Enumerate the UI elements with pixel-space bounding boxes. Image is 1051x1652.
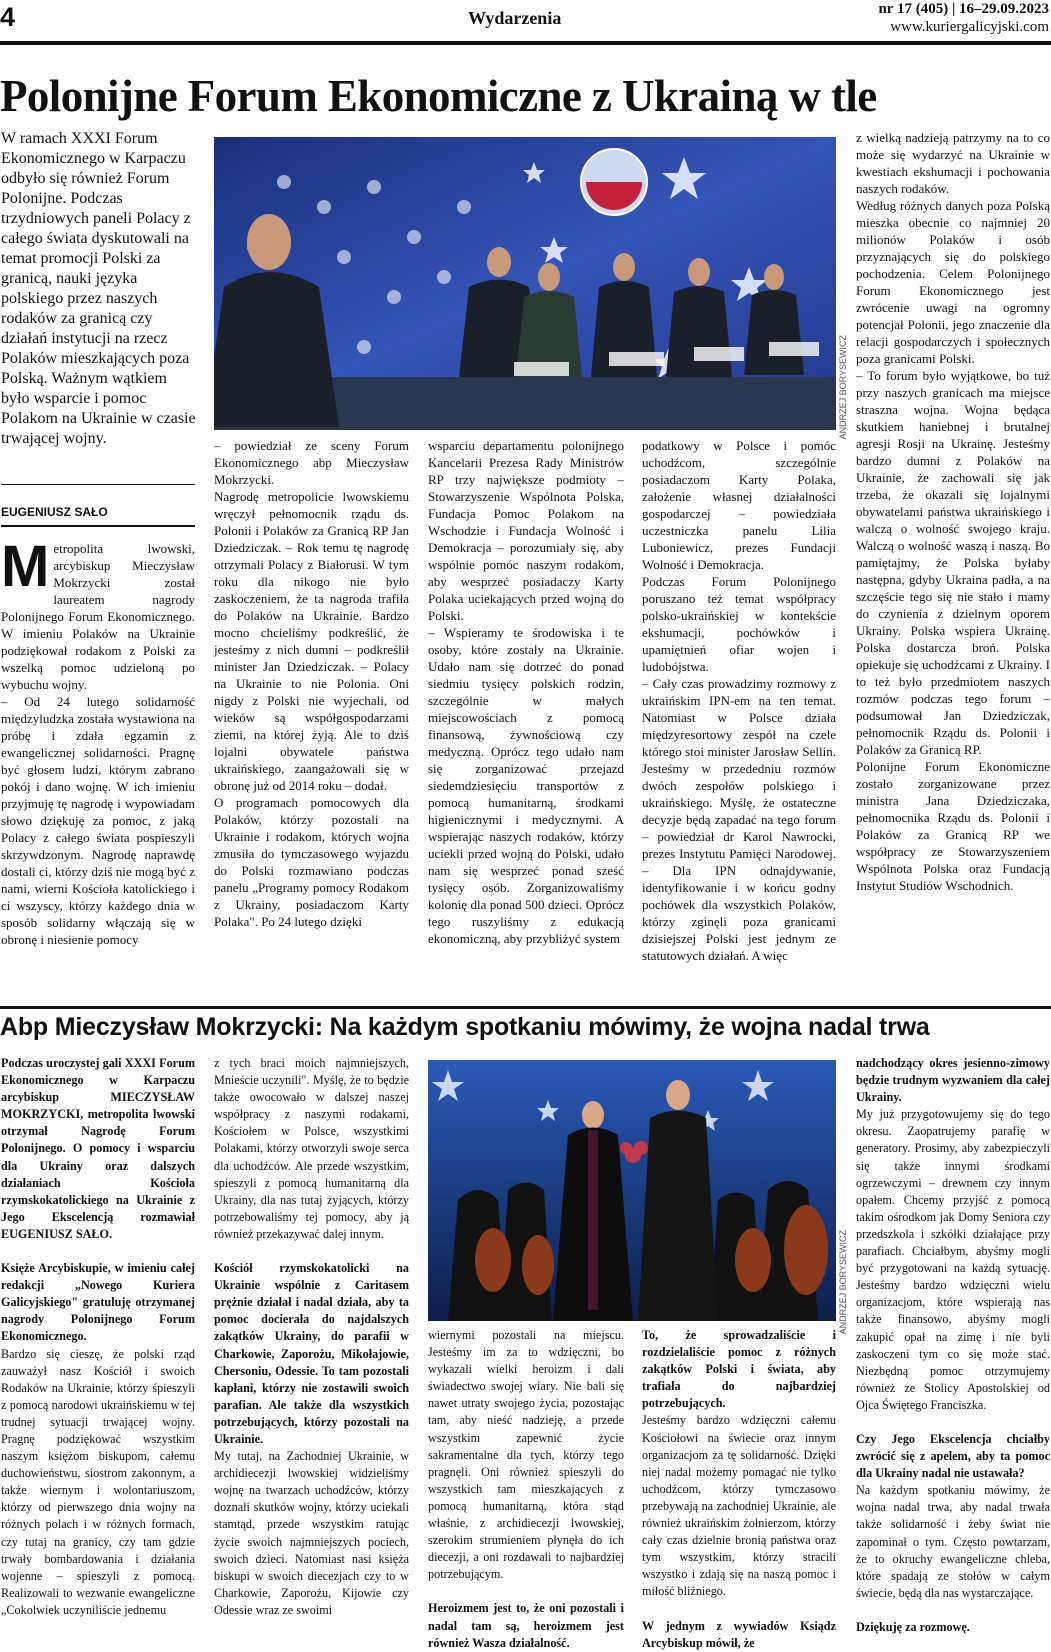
interview-title: Abp Mieczysław Mokrzycki: Na każdym spotkaniu mówimy, że wojna nadal trwa xyxy=(0,1013,930,1041)
interview-closing: Dziękuję za rozmowę. xyxy=(856,1619,970,1634)
award-ceremony-photo xyxy=(428,1060,836,1321)
interview-question-6: Czy Jego Ekscelencja chciałby zwrócić się z apelem, aby ta pomoc dla Ukrainy nadal nie ustawała? xyxy=(856,1431,1050,1481)
article-column-1 xyxy=(1,534,195,948)
interview-question-4: To, że sprowadzaliście i rozdzielaliście pomoc z różnych zakątków Polski i świata, aby trafiała do najbardziej potrzebujących. xyxy=(642,1328,836,1411)
article-column-3: wsparciu departamentu polonijnego Kancelarii Prezesa Rady Ministrów RP trzy największe podmioty – Stowarzyszenie Wspólnota Polska, Fundacja Pomoc Polakom na Wschodzie i Fundacja Wolność i Demokracja – porozumiały się, aby wspólnie pomóc naszym rodakom, aby wesprzeć posiadaczy Karty Polaka uciekających przed wojną do Polski. – Wspieramy te środowiska i te osoby, które zostały na Ukrainie. Udało nam się dotrzeć do ponad siedmiu tysięcy polskich rodzin, szczególnie w małych miejscowościach z pomocą finansową, żywnościową czy medyczną. Oprócz tego udało nam się zorganizować przejazd siedemdziesięciu transportów z pomocą humanitarną, środkami higienicznymi i medycznymi. A wspierając naszych rodaków, którzy uciekli przed wojną do Polski, udało nam się wesprzeć ponad sześć tysięcy osób. Zorganizowaliśmy kolonię dla ponad 500 dzieci. Oprócz tego ruszyliśmy z edukacją ekonomiczną, aby przybliżyć system xyxy=(428,438,624,946)
website-link[interactable]: www.kuriergalicyjski.com xyxy=(890,19,1049,35)
interview-question-2: Kościół rzymskokatolicki na Ukrainie wspólnie z Caritasem prężnie działał i nadal działa, aby ta pomoc docierała do najdalszych zakątków Ukrainy, do parafii w Charkowie, Zaporożu, Mikołajowie, Chersoniu, Odessie. To tam pozostali kapłani, którzy nie zostawili swoich parafian. Ale także dla wszystkich potrzebujących, którzy pozostali na Ukrainie. xyxy=(214,1261,409,1446)
article-column-2: – powiedział ze sceny Forum Ekonomicznego abp Mieczysław Mokrzycki. Nagrodę metropolicie lwowskiemu wręczył pełnomocnik rządu ds. Polonii i Polaków za Granicą RP Jan Dziedziczak. – Rok temu tę nagrodę otrzymali Polacy z Białorusi. W tym roku dla nikogo nie było zaskoczeniem, że ta nagroda trafiła do Polaków na Ukrainie. Bardzo mocno chcieliśmy podkreślić, że jesteśmy z nich dumni – podkreślił minister Jan Dziedziczak. – Polacy na Ukrainie to nie Polonia. Oni nigdy z Polski nie wyjechali, od wieków są współgospodarzami ziemi, na której żyją. Ale to dziś lojalni obywatele państwa ukraińskiego, zaangażowali się w obronę już od 2014 roku – dodał. O programach pomocowych dla Polaków, którzy pozostali na Ukrainie i rodakom, których wojna zmusiła do tymczasowego wyjazdu do Polski rozmawiano podczas panelu „Programy pomocy Rodakom z Ukrainy, posiadaczom Karty Polaka". Po 24 lutego dzięki xyxy=(214,438,409,929)
interview-text: wiernymi pozostali na miejscu. Jesteśmy im za to wdzięczni, bo wykazali wielki heroizm i dali świadectwo swojej wiary. Nie bali się nawet utraty swojego życia, pozostając tam, aby nieść nadzieję, a przede wszystkim zapewnić życie sakramentalne dla tych, którzy tego pragnęli. Oni również spieszyli do wszystkich tam mieszkających z pomocą humanitarną, która stąd właśnie, z archidiecezji lwowskiej, szerokim strumieniem płynęła do ich diecezji, a oni rozdawali to najbardziej potrzebującym. xyxy=(428,1328,624,1582)
drop-cap: M xyxy=(1,534,50,599)
interview-answer-1: Bardzo się cieszę, że polski rząd zauważył nasz Kościół i swoich Rodaków na Ukrainie, którzy śpieszyli z pomocą narodowi ukraińskiemu w tej trudnej sytuacji trwającej wojny. Pragnę podziękować wszystkim naszym księżom biskupom, całemu duchowieństwu, siostrom zakonnym, a także wiernym i wolontariuszom, którzy od pierwszego dnia wojny na różnych polach i w różnych formach, czy tutaj na granicy, czy tam gdzie trwały bombardowania i działania wojenne – spieszyli z pomocą. Realizowali to wezwanie ewangeliczne „Cokolwiek uczyniliście jednemu xyxy=(1,1346,195,1617)
article-title: Polonijne Forum Ekonomiczne z Ukrainą w tle xyxy=(0,71,877,121)
issue-info: nr 17 (405) | 16–29.09.2023 xyxy=(878,1,1049,17)
section-name: Wydarzenia xyxy=(468,8,562,28)
award-ceremony-image xyxy=(428,1060,836,1321)
photo-credit-2: ANDRZEJ BORYSEWICZ xyxy=(838,1230,848,1335)
interview-column-4 xyxy=(642,1327,836,1652)
interview-answer-2: My tutaj, na Zachodniej Ukrainie, w archidiecezji lwowskiej widzieliśmy wojnę na twarzach uchodźców, którzy doznali skutków wojny, którzy uciekali stamtąd, przede wszystkim ratując życie swoich najmniejszych pociech, swoich dzieci. Natomiast nasi księża biskupi w swoich diecezjach czy to w Charkowie, Zaporożu, Kijowie czy Odessie wraz ze swoimi xyxy=(214,1449,409,1617)
byline-rule xyxy=(1,484,195,485)
byline: EUGENIUSZ SAŁO xyxy=(1,505,108,519)
forum-panel-image xyxy=(214,137,836,430)
interview-text: z tych braci moich najmniejszych, Mnieście uczynili". Myślę, że to będzie także owocowało w dalszej naszej współpracy z naszymi rodakami, Kościołem w Polsce, wszystkimi Polakami, którzy otworzyli swoje serca dla uchodźców. Ale przede wszystkim, spieszyli z pomocą humanitarną dla Ukrainy, dla nas tutaj żyjących, którzy potrzebowaliśmy tej pomocy, aby ją również przekazywać dalej innym. xyxy=(214,1056,409,1241)
interview-question-3: Heroizmem jest to, że oni pozostali i nadal tam są, heroizmem jest również Wasza działalność. xyxy=(428,1601,624,1650)
page-number: 4 xyxy=(0,2,16,32)
interview-lead: Podczas uroczystej gali XXXI Forum Ekonomicznego w Karpaczu arcybiskup MIECZYSŁAW MOKRZYCKI, metropolita lwowski otrzymał Nagrodę Forum Polonijnego. O pomocy i wsparciu dla Ukrainy oraz dalszych działaniach Kościoła rzymskokatolickiego na Ukrainie z Jego Ekscelencją rozmawiał EUGENIUSZ SAŁO. xyxy=(1,1056,195,1241)
interview-answer-6: Na każdym spotkaniu mówimy, że wojna nadal trwa, aby nadal trwała także solidarność i żeby świat nie zapominał o tym. Często powtarzam, że to okruchy ewangeliczne chleba, które spadają ze stołów w całym świecie, będą dla nas wystarczające. xyxy=(856,1483,1050,1600)
interview-answer-4: Jesteśmy bardzo wdzięczni całemu Kościołowi na świecie oraz innym organizacjom za tę solidarność. Dzięki niej nadal możemy pomagać nie tylko uchodźcom, którzy tymczasowo przebywają na zachodniej Ukrainie, ale również ukraińskim żołnierzom, którzy cały czas dzielnie bronią państwa oraz tym wszystkim, którzy stracili wszystko i zdają się na naszą pomoc i miłość bliźniego. xyxy=(642,1413,836,1599)
article-column-4: podatkowy w Polsce i pomóc uchodźcom, szczególnie posiadaczom Karty Polaka, założenie własnej działalności gospodarczej – powiedziała uczestniczka panelu Lilia Luboniewicz, prezes Fundacji Wolność i Demokracja. Podczas Forum Polonijnego poruszano też temat współpracy polsko-ukraińskiej w kontekście ekshumacji, pochówków i upamiętnień ofiar wojen i ludobójstwa. – Cały czas prowadzimy rozmowy z ukraińskim IPN-em na ten temat. Natomiast w Polsce działa międzyresortowy zespół na czele którego stoi minister Jarosław Sellin. Jesteśmy w przededniu rozmów dwóch zespołów polskiego i ukraińskiego. Myślę, że ostateczne decyzje będą zapadać na tego forum – powiedział dr Karol Nawrocki, prezes Instytutu Pamięci Narodowej. – Dla IPN odnajdywanie, identyfikowanie i w końcu godny pochówek dla wszystkich Polaków, którzy zginęli poza granicami dzisiejszej Polski jest jednym ze statutowych działań. A więc xyxy=(642,438,836,963)
byline-rule-bottom xyxy=(1,525,195,527)
interview-column-3 xyxy=(428,1327,624,1652)
interview-question-5: W jednym z wywiadów Ksiądz Arcybiskup mówił, że xyxy=(642,1618,836,1650)
interview-column-1 xyxy=(1,1055,195,1619)
interview-answer-5: My już przygotowujemy się do tego okresu. Zaopatrujemy parafię w generatory. Prosimy, aby zabezpieczyli się także innymi środkami ogrzewczymi – drewnem czy innym opałem. Chcemy przyjść z pomocą takim ośrodkom jak Domy Seniora czy przedszkola i szkółki działające przy parafiach. Chciałbym, abyśmy mogli być przygotowani na każdą sytuację. Jesteśmy bardzo wdzięczni wielu organizacjom, które wspierają nas także finansowo, abyśmy mogli zakupić opał na zimę i nie byli zaskoczeni tym co się może stać. Niezbędną pomoc otrzymujemy również ze Stolicy Apostolskiej od Ojca Świętego Franciszka. xyxy=(856,1107,1050,1412)
header-rule xyxy=(0,41,1051,45)
photo-credit: ANDRZEJ BORYSEWICZ xyxy=(838,335,848,440)
forum-panel-photo xyxy=(214,137,836,430)
column-text: etropolita lwowski, arcybiskup Mieczysław Mokrzycki został laureatem nagrody Polonijnego Forum Ekonomicznego. W imieniu Polaków na Ukrainie podziękował rodakom z Polski za wszelką pomoc udzieloną po wybuchu wojny. – Od 24 lutego solidarność międzyludzka została wystawiona na próbę i zdała egzamin z ewangelicznej solidarności. Pragnę być głosem ludzi, którym zabrano pokój i dano wojnę. W ich imieniu przyjmuję tę nagrodę i wypowiadam słowo dziękuję za pomoc, z jaką Polacy z całego świata pospieszyli skrzywdzonym. Nagrodę naprawdę dostali ci, którzy dziś nie mogą być z nami, wierni Kościoła katolickiego i ci wszyscy, którzy każdego dnia w sposób solidarny włączają się w obronę i niesienie pomocy xyxy=(1,541,195,947)
interview-question-1: Księże Arcybiskupie, w imieniu całej redakcji „Nowego Kuriera Galicyjskiego" gratuluję otrzymanej nagrody Polonijnego Forum Ekonomicznego. xyxy=(1,1261,195,1344)
interview-column-5 xyxy=(856,1055,1050,1636)
article-column-5: z wielką nadzieją patrzymy na to co może się wydarzyć na Ukrainie w kwestiach ekshumacji i pochowania naszych rodaków. Według różnych danych poza Polską mieszka obecnie co najmniej 20 milionów Polaków i osób przyznających się do polskiego pochodzenia. Celem Polonijnego Forum Ekonomicznego jest zwrócenie uwagi na ogromny potencjał Polonii, jego znaczenie dla relacji gospodarczych i społecznych poza granicami Polski. – To forum było wyjątkowe, bo tuż przy naszych granicach ma miejsce straszna wojna. Wojna będąca skutkiem haniebnej i brutalnej agresji Rosji na Ukrainę. Jesteśmy bardzo dumni z Polaków na Ukrainie, że zachowali się jak trzeba, że okazali się lojalnymi obywatelami państwa ukraińskiego i walczą o wolność swojego kraju. Walczą o wolność waszą i naszą. Bo pamiętajmy, że Polska byłaby następna, gdyby Ukraina padła, a na szczęście tego się nie stało i mamy do czynienia z dzielnym oporem Ukrainy. Polska wspiera Ukrainę. Polska dostarcza broń. Polska opiekuje się uchodźcami z Ukrainy. I to też było przedmiotem naszych rozmów podczas tego forum – podsumował Jan Dziedziczak, pełnomocnik Rządu ds. Polonii i Polaków za Granicą RP. Polonijne Forum Ekonomiczne zostało zorganizowane przez ministra Jana Dziedziczaka, pełnomocnika Rządu ds. Polonii i Polaków za Granicą RP we współpracy ze Stowarzyszeniem Wspólnota Polska oraz Fundacją Instytut Studiów Wschodnich. xyxy=(856,130,1050,893)
article-divider xyxy=(0,1006,1051,1009)
interview-question-5-cont: nadchodzący okres jesienno-zimowy będzie trudnym wyzwaniem dla całej Ukrainy. xyxy=(856,1056,1050,1105)
interview-column-2 xyxy=(214,1055,409,1619)
article-lead: W ramach XXXI Forum Ekonomicznego w Karpaczu odbyło się również Forum Polonijne. Podczas trzydniowych paneli Polacy z całego świata dyskutowali na temat promocji Polski za granicą, nauki języka polskiego przez naszych rodaków za granicą czy działań instytucji na rzecz Polaków mieszkających poza Polską. Ważnym wątkiem było wsparcie i pomoc Polakom na Ukrainie w czasie trwającej wojny. xyxy=(1,130,196,447)
